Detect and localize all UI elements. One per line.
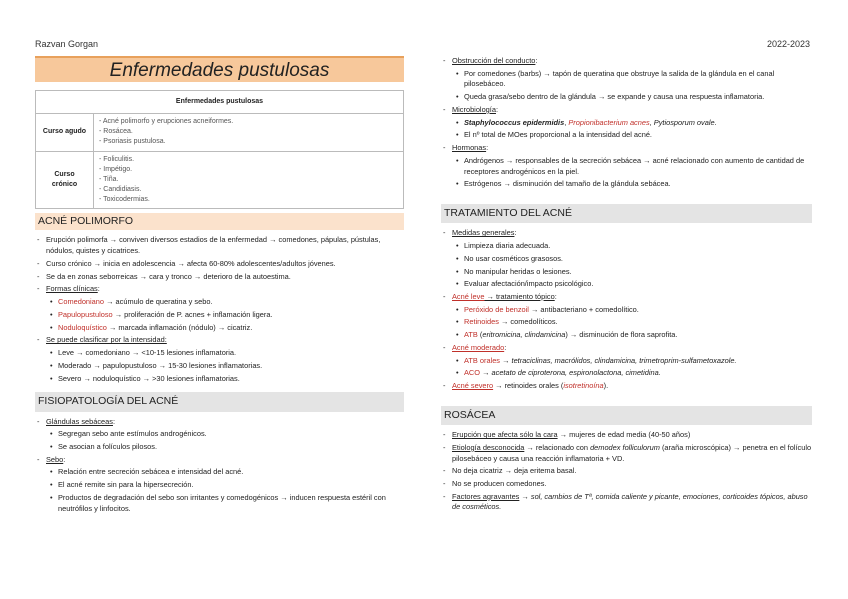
list-item	[35, 297, 404, 308]
right-column	[441, 56, 812, 515]
list-item	[441, 368, 812, 379]
hormonas-label: Hormonas	[452, 143, 487, 153]
term: Acné leve	[452, 291, 485, 301]
list-item: - Sebo:	[35, 455, 404, 466]
list-item: • Evaluar afectación/impacto psicológico.	[441, 279, 812, 290]
sep: →	[480, 368, 492, 378]
list-item: • Queda grasa/sebo dentro de la glándula → se expande y causa una respuesta inflamatoria.	[441, 92, 812, 103]
list-item: • Andrógenos → responsables de la secreción sebácea → acné relacionado con aumento de cantidad de receptores androgénicos en la piel.	[441, 156, 812, 177]
list-item: • El acné remite sin para la hipersecreción.	[35, 480, 404, 491]
sep: ,	[649, 117, 654, 127]
desc: → comedolíticos.	[498, 317, 558, 327]
list-item	[441, 381, 812, 392]
list-item: • Productos de degradación del sebo son irritantes y comedogénicos → inducen respuesta estéril con neutrófilos y linfocitos.	[35, 493, 404, 514]
list-item	[441, 492, 812, 513]
clasificacion-label: Se puede clasificar por la intensidad:	[46, 335, 167, 345]
list-item: - Medidas generales:	[441, 228, 812, 239]
term: Pytiosporum ovale	[653, 117, 715, 127]
list-item: • Limpieza diaria adecuada.	[441, 241, 812, 252]
list-item: • No manipular heridas o lesiones.	[441, 267, 812, 278]
list-item: - Obstrucción del conducto:	[441, 56, 812, 67]
list-item: - Toxicodermias.	[99, 195, 398, 205]
term: Noduloquístico	[58, 322, 107, 332]
list-item: • Severo → noduloquístico → >30 lesiones inflamatorias.	[35, 374, 404, 385]
term: ATB	[464, 330, 478, 340]
formas-label: Formas clínicas	[46, 284, 98, 294]
list-item: - Erupción polimorfa → conviven diversos estadios de la enfermedad → comedones, pápulas, pústulas, nódulos, quistes y cicatrices.	[35, 235, 404, 256]
list-item: • Estrógenos → disminución del tamaño de la glándula sebácea.	[441, 179, 812, 190]
microbiologia-label: Microbiología	[452, 104, 496, 114]
page-title: Enfermedades pustulosas	[35, 56, 404, 82]
list-item: • Segregan sebo ante estímulos androgénicos.	[35, 429, 404, 440]
term: Retinoides	[464, 317, 499, 327]
row-items	[94, 151, 404, 209]
list-item: - Se da en zonas seborreicas → cara y tronco → deterioro de la autoestima.	[35, 272, 404, 283]
list-item: - Glándulas sebáceas:	[35, 417, 404, 428]
desc: tetraciclinas, macrólidos, clindamicina, trimetroprim-sulfametoxazole.	[511, 355, 737, 365]
sep: ).	[603, 381, 609, 391]
table-row	[36, 114, 404, 151]
row-label: Curso crónico	[36, 151, 94, 209]
list-item: • Leve → comedoniano → <10-15 lesiones inflamatoria.	[35, 348, 404, 359]
desc: → acúmulo de queratina y sebo.	[104, 297, 213, 307]
desc: → tratamiento tópico	[484, 291, 555, 301]
section-heading-acne: ACNÉ POLIMORFO	[35, 213, 404, 230]
term: Propionibacterium acnes	[568, 117, 650, 127]
desc: ) → disminución de flora saprofita.	[565, 330, 678, 340]
desc: → mujeres de edad media (40-50 años)	[557, 430, 691, 440]
list-item: - Candidiasis.	[99, 185, 398, 195]
sep: →	[519, 491, 531, 501]
list-item: • No usar cosméticos grasosos.	[441, 254, 812, 265]
author-name: Razvan Gorgan	[35, 39, 99, 49]
term: isotretinoína	[563, 381, 604, 391]
list-item: - Curso crónico → inicia en adolescencia → afecta 60-80% adolescentes/adultos jóvenes.	[35, 259, 404, 270]
desc: → relacionado con	[524, 442, 591, 452]
desc: → marcada inflamación (nódulo) → cicatriz.	[106, 322, 253, 332]
list-item: - Acné polimorfo y erupciones acneiformes.	[99, 117, 398, 127]
list-item: - Acné moderado:	[441, 343, 812, 354]
list-item	[441, 118, 812, 129]
table-row	[36, 151, 404, 209]
desc: → proliferación de P. acnes + inflamación ligera.	[112, 309, 273, 319]
medidas-label: Medidas generales	[452, 228, 515, 238]
sep: (	[477, 330, 483, 340]
section-heading-tratamiento: TRATAMIENTO DEL ACNÉ	[441, 204, 812, 223]
term: ACO	[464, 368, 481, 378]
desc: acetato de ciproterona, espironolactona, cimetidina.	[491, 368, 661, 378]
term: Etiología desconocida	[452, 442, 525, 452]
list-item	[441, 330, 812, 341]
academic-year: 2022-2023	[766, 39, 810, 49]
desc: eritromicina, clindamicina	[482, 330, 566, 340]
list-item: - Psoriasis pustulosa.	[99, 137, 398, 147]
list-item: - Tiña.	[99, 175, 398, 185]
term: ATB orales	[464, 355, 501, 365]
list-item: - No deja cicatriz → deja eritema basal.	[441, 466, 812, 477]
table-header: Enfermedades pustulosas	[36, 91, 404, 114]
list-item	[35, 335, 404, 346]
list-item: • Moderado → papulopustuloso → 15-30 lesiones inflamatorias.	[35, 361, 404, 372]
list-item	[441, 356, 812, 367]
list-item	[35, 310, 404, 321]
term: Comedoniano	[58, 297, 105, 307]
term: Staphylococcus epidermidis	[464, 117, 565, 127]
term: Papulopustuloso	[58, 309, 113, 319]
term: demodex folliculorum	[590, 442, 660, 452]
glandulas-label: Glándulas sebáceas	[46, 416, 113, 426]
list-item: - Formas clínicas:	[35, 284, 404, 295]
list-item	[441, 317, 812, 328]
list-item: - Impétigo.	[99, 165, 398, 175]
left-column	[35, 56, 404, 516]
row-label: Curso agudo	[36, 114, 94, 151]
section-heading-fisio: FISIOPATOLOGÍA DEL ACNÉ	[35, 392, 404, 411]
list-item: - No se producen comedones.	[441, 479, 812, 490]
row-items	[94, 114, 404, 151]
list-item: • Se asocian a folículos pilosos.	[35, 442, 404, 453]
list-item: - Rosácea.	[99, 127, 398, 137]
list-item	[441, 305, 812, 316]
desc: (araña microscópica) → penetra en el folículo pilosebáceo y causa una reacción inflamatoria + VD.	[452, 442, 812, 463]
classification-table	[35, 90, 404, 209]
desc: → retinoides orales (	[493, 381, 564, 391]
term: Erupción que afecta sólo la cara	[452, 430, 558, 440]
desc: sol, cambios de Tª, comida caliente y picante, emociones, corticoides tópicos, abuso de cosméticos.	[452, 491, 808, 512]
term: Acné severo	[452, 381, 494, 391]
desc: → antibacteriano + comedolítico.	[528, 304, 639, 314]
section-heading-rosacea: ROSÁCEA	[441, 406, 812, 425]
obstruccion-label: Obstrucción del conducto	[452, 56, 536, 65]
list-item	[441, 443, 812, 464]
sebo-label: Sebo	[46, 454, 64, 464]
list-item: - Microbiología:	[441, 105, 812, 116]
list-item: • Relación entre secreción sebácea e intensidad del acné.	[35, 467, 404, 478]
term: Acné moderado	[452, 342, 505, 352]
term: Peróxido de benzoil	[464, 304, 529, 314]
list-item	[441, 430, 812, 441]
list-item: - Acné leve → tratamiento tópico:	[441, 292, 812, 303]
list-item: • El nº total de MOes proporcional a la intensidad del acné.	[441, 130, 812, 141]
list-item: - Foliculitis.	[99, 155, 398, 165]
term: Factores agravantes	[452, 491, 520, 501]
sep: ,	[564, 117, 569, 127]
sep: .	[714, 117, 717, 127]
list-item: - Hormonas:	[441, 143, 812, 154]
sep: →	[500, 355, 512, 365]
list-item	[35, 323, 404, 334]
list-item: • Por comedones (barbs) → tapón de queratina que obstruye la salida de la glándula en el canal pilosebáceo.	[441, 69, 812, 90]
